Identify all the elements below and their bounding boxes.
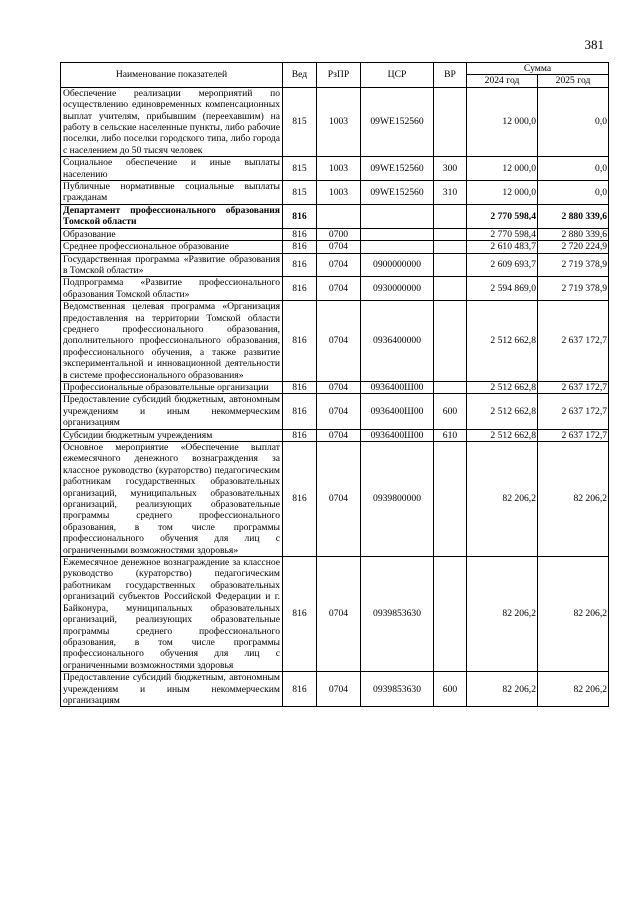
table-row <box>61 394 609 429</box>
cell-vr <box>434 253 467 277</box>
cell-rzpr: 1003 <box>317 87 361 156</box>
cell-vr: 310 <box>434 181 467 205</box>
cell-sum-2024: 2 609 693,7 <box>467 253 538 277</box>
header-name: Наименование показателей <box>61 63 283 88</box>
cell-csr: 09WE152560 <box>361 87 434 156</box>
cell-csr: 09WE152560 <box>361 181 434 205</box>
cell-sum-2024: 2 770 598,4 <box>467 228 538 240</box>
cell-sum-2024: 2 512 662,8 <box>467 429 538 441</box>
cell-csr: 09WE152560 <box>361 157 434 181</box>
cell-name: Ведомственная целевая программа «Организация предоставления на территории Томской области среднего профессионального образования, дополнительного профессионального образования, профессионального обучения, а также развитие экспериментальной и инновационной деятельности в системе профессионального образования» <box>61 301 283 382</box>
cell-csr: 0900000000 <box>361 253 434 277</box>
cell-sum-2025: 2 880 339,6 <box>538 204 609 228</box>
cell-ved: 816 <box>283 301 317 382</box>
cell-ved: 816 <box>283 672 317 707</box>
cell-ved: 816 <box>283 557 317 672</box>
cell-rzpr: 0704 <box>317 253 361 277</box>
cell-rzpr: 0704 <box>317 394 361 429</box>
header-rzpr: РзПР <box>317 63 361 88</box>
cell-name: Государственная программа «Развитие образования в Томской области» <box>61 253 283 277</box>
cell-csr: 0936400000 <box>361 301 434 382</box>
cell-name: Субсидии бюджетным учреждениям <box>61 429 283 441</box>
table-row <box>61 181 609 205</box>
cell-sum-2025: 2 637 172,7 <box>538 429 609 441</box>
cell-rzpr: 0704 <box>317 557 361 672</box>
cell-sum-2025: 82 206,2 <box>538 672 609 707</box>
cell-name: Подпрограмма «Развитие профессионального образования Томской области» <box>61 277 283 301</box>
cell-sum-2025: 0,0 <box>538 87 609 156</box>
cell-name: Публичные нормативные социальные выплаты гражданам <box>61 181 283 205</box>
cell-sum-2024: 12 000,0 <box>467 87 538 156</box>
cell-name: Социальное обеспечение и иные выплаты населению <box>61 157 283 181</box>
table-row <box>61 241 609 253</box>
cell-ved: 816 <box>283 253 317 277</box>
cell-rzpr: 0704 <box>317 301 361 382</box>
cell-sum-2025: 2 720 224,9 <box>538 241 609 253</box>
cell-rzpr <box>317 204 361 228</box>
table-row <box>61 557 609 672</box>
cell-sum-2025: 2 719 378,9 <box>538 253 609 277</box>
table-row <box>61 301 609 382</box>
cell-vr <box>434 301 467 382</box>
cell-ved: 816 <box>283 204 317 228</box>
cell-ved: 816 <box>283 381 317 393</box>
cell-sum-2025: 2 637 172,7 <box>538 394 609 429</box>
cell-vr <box>434 87 467 156</box>
cell-ved: 816 <box>283 394 317 429</box>
table-row <box>61 204 609 228</box>
cell-csr <box>361 241 434 253</box>
table-row <box>61 429 609 441</box>
cell-vr <box>434 442 467 557</box>
cell-sum-2025: 0,0 <box>538 157 609 181</box>
cell-ved: 816 <box>283 241 317 253</box>
cell-sum-2024: 2 610 483,7 <box>467 241 538 253</box>
cell-rzpr: 0704 <box>317 672 361 707</box>
cell-csr: 0936400Ш00 <box>361 381 434 393</box>
cell-sum-2024: 2 594 869,0 <box>467 277 538 301</box>
cell-vr <box>434 204 467 228</box>
cell-sum-2024: 2 512 662,8 <box>467 301 538 382</box>
cell-vr: 300 <box>434 157 467 181</box>
cell-csr <box>361 228 434 240</box>
cell-vr <box>434 381 467 393</box>
cell-vr: 600 <box>434 672 467 707</box>
cell-sum-2025: 2 637 172,7 <box>538 381 609 393</box>
cell-rzpr: 0704 <box>317 277 361 301</box>
header-2024: 2024 год <box>467 75 538 87</box>
cell-name: Обеспечение реализации мероприятий по осуществлению единовременных компенсационных выплат учителям, прибывшим (переехавшим) на работу в сельские населенные пункты, либо рабочие поселки, либо поселки городского типа, либо города с населением до 50 тысяч человек <box>61 87 283 156</box>
cell-vr: 610 <box>434 429 467 441</box>
cell-sum-2025: 2 637 172,7 <box>538 301 609 382</box>
table-row <box>61 228 609 240</box>
cell-sum-2025: 2 880 339,6 <box>538 228 609 240</box>
cell-name: Ежемесячное денежное вознаграждение за классное руководство (кураторство) педагогическим работникам государственных образовательных организаций субъектов Российской Федерации и г. Байконура, муниципальных образовательных организаций, реализующих образовательные программы среднего профессионального образования, в том числе программы профессионального обучения для лиц с ограниченными возможностями здоровья <box>61 557 283 672</box>
cell-rzpr: 1003 <box>317 181 361 205</box>
cell-sum-2024: 2 770 598,4 <box>467 204 538 228</box>
cell-ved: 816 <box>283 277 317 301</box>
cell-vr <box>434 228 467 240</box>
cell-sum-2025: 2 719 378,9 <box>538 277 609 301</box>
header-sum: Сумма <box>467 63 609 75</box>
cell-name: Среднее профессиональное образование <box>61 241 283 253</box>
cell-ved: 816 <box>283 228 317 240</box>
cell-rzpr: 0704 <box>317 381 361 393</box>
cell-csr: 0930000000 <box>361 277 434 301</box>
cell-sum-2024: 82 206,2 <box>467 442 538 557</box>
cell-sum-2024: 12 000,0 <box>467 157 538 181</box>
cell-ved: 816 <box>283 442 317 557</box>
table-row <box>61 277 609 301</box>
cell-csr: 0936400Ш00 <box>361 394 434 429</box>
table-row <box>61 87 609 156</box>
cell-vr: 600 <box>434 394 467 429</box>
table-row <box>61 381 609 393</box>
cell-ved: 816 <box>283 429 317 441</box>
cell-sum-2024: 2 512 662,8 <box>467 394 538 429</box>
cell-sum-2024: 82 206,2 <box>467 557 538 672</box>
cell-name: Профессиональные образовательные организации <box>61 381 283 393</box>
cell-csr <box>361 204 434 228</box>
cell-rzpr: 1003 <box>317 157 361 181</box>
page-number: 381 <box>584 37 604 52</box>
cell-rzpr: 0704 <box>317 429 361 441</box>
cell-ved: 815 <box>283 181 317 205</box>
table-row <box>61 442 609 557</box>
cell-rzpr: 0704 <box>317 442 361 557</box>
cell-csr: 0939853630 <box>361 557 434 672</box>
header-ved: Вед <box>283 63 317 88</box>
header-vr: ВР <box>434 63 467 88</box>
table-row <box>61 157 609 181</box>
cell-name: Образование <box>61 228 283 240</box>
cell-rzpr: 0700 <box>317 228 361 240</box>
cell-vr <box>434 277 467 301</box>
cell-name: Основное мероприятие «Обеспечение выплат ежемесячного денежного вознаграждения за классное руководство (кураторство) педагогическим работникам государственных образовательных организаций, муниципальных образовательных организаций, реализующих образовательные программы среднего профессионального образования, в том числе программы профессионального обучения для лиц с ограниченными возможностями здоровья» <box>61 442 283 557</box>
cell-name: Предоставление субсидий бюджетным, автономным учреждениям и иным некоммерческим организациям <box>61 394 283 429</box>
header-2025: 2025 год <box>538 75 609 87</box>
cell-sum-2025: 0,0 <box>538 181 609 205</box>
table-row <box>61 253 609 277</box>
cell-rzpr: 0704 <box>317 241 361 253</box>
cell-vr <box>434 241 467 253</box>
cell-csr: 0939800000 <box>361 442 434 557</box>
cell-csr: 0936400Ш00 <box>361 429 434 441</box>
header-csr: ЦСР <box>361 63 434 88</box>
cell-sum-2024: 12 000,0 <box>467 181 538 205</box>
cell-vr <box>434 557 467 672</box>
cell-sum-2025: 82 206,2 <box>538 442 609 557</box>
cell-sum-2025: 82 206,2 <box>538 557 609 672</box>
cell-name: Предоставление субсидий бюджетным, автономным учреждениям и иным некоммерческим организациям <box>61 672 283 707</box>
cell-sum-2024: 2 512 662,8 <box>467 381 538 393</box>
table-row <box>61 672 609 707</box>
cell-ved: 815 <box>283 157 317 181</box>
cell-name: Департамент профессионального образования Томской области <box>61 204 283 228</box>
cell-ved: 815 <box>283 87 317 156</box>
budget-table <box>60 62 609 707</box>
cell-sum-2024: 82 206,2 <box>467 672 538 707</box>
cell-csr: 0939853630 <box>361 672 434 707</box>
